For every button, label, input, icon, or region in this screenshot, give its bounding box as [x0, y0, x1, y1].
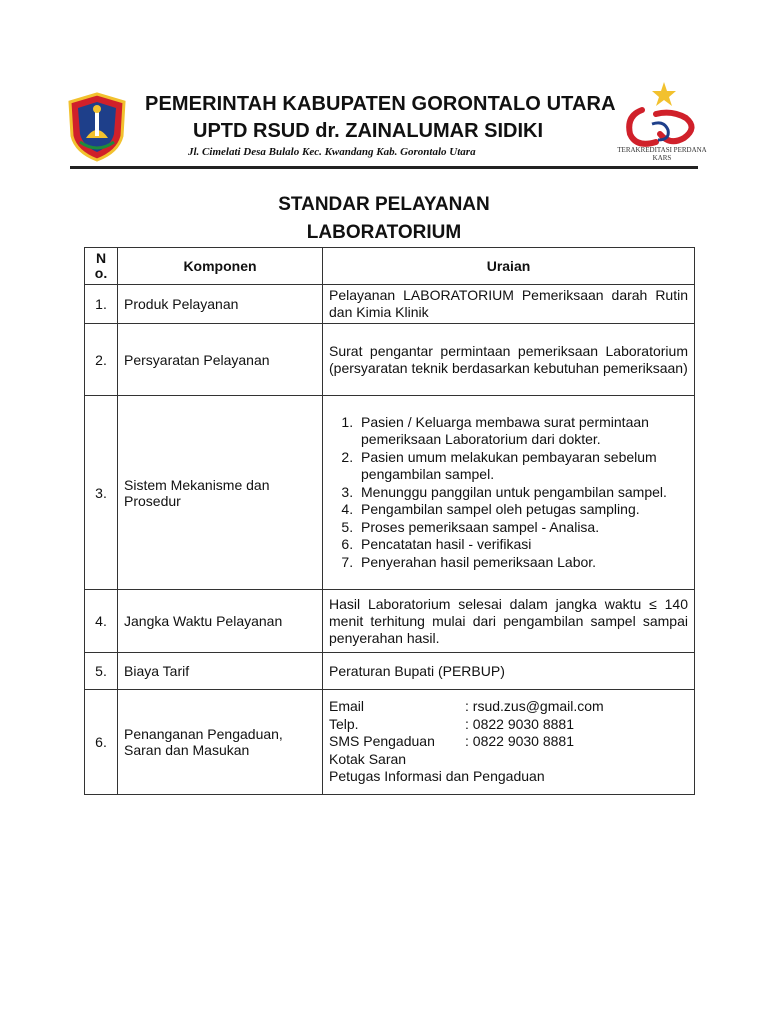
header-address: Jl. Cimelati Desa Bulalo Kec. Kwandang Kab. Gorontalo Utara — [188, 146, 476, 158]
table-row — [85, 285, 695, 324]
contact-label: Telp. — [329, 715, 359, 732]
table-row — [85, 396, 695, 590]
contact-phone — [329, 716, 688, 734]
header-no-line-2: o. — [94, 265, 108, 281]
contact-value: : 0822 9030 8881 — [465, 715, 574, 732]
row-uraian — [323, 396, 695, 590]
row-komponen: Sistem Mekanisme dan Prosedur — [118, 396, 323, 590]
accreditation-line-1: TERAKREDITASI PERDANA — [617, 146, 707, 154]
regency-emblem-icon — [66, 92, 128, 162]
document-title-line-1: STANDAR PELAYANAN — [278, 194, 490, 215]
information-officer: Petugas Informasi dan Pengaduan — [329, 768, 545, 785]
row-komponen: Penanganan Pengaduan, Saran dan Masukan — [118, 690, 323, 795]
accreditation-line-2: KARS — [652, 154, 672, 162]
contact-value: : rsud.zus@gmail.com — [465, 698, 604, 715]
row-uraian: Peraturan Bupati (PERBUP) — [323, 653, 695, 690]
procedure-steps — [329, 414, 688, 572]
list-item: 4. Pengambilan sampel oleh petugas sampling. — [357, 501, 688, 519]
row-number: 2. — [85, 324, 118, 396]
list-item: 1. Pasien / Keluarga membawa surat permintaan pemeriksaan Laboratorium dari dokter. — [357, 414, 688, 449]
contact-email — [329, 698, 688, 716]
row-uraian — [323, 690, 695, 795]
row-komponen: Persyaratan Pelayanan — [118, 324, 323, 396]
table-header-row — [85, 248, 695, 285]
table-row — [85, 590, 695, 653]
header-line-2: UPTD RSUD dr. ZAINALUMAR SIDIKI — [193, 120, 543, 142]
document-title-line-2: LABORATORIUM — [306, 222, 462, 243]
header-divider — [70, 166, 698, 169]
contact-sms — [329, 733, 688, 751]
row-uraian: Surat pengantar permintaan pemeriksaan Laboratorium (persyaratan teknik berdasarkan kebutuhan pemeriksaan) — [323, 324, 695, 396]
table-row — [85, 653, 695, 690]
list-item: 2. Pasien umum melakukan pembayaran sebelum pengambilan sampel. — [357, 449, 688, 484]
row-uraian: Pelayanan LABORATORIUM Pemeriksaan darah Rutin dan Kimia Klinik — [323, 285, 695, 324]
service-standard-table — [84, 247, 695, 795]
row-komponen: Biaya Tarif — [118, 653, 323, 690]
list-item: 3. Menunggu panggilan untuk pengambilan sampel. — [357, 484, 688, 502]
list-item: 7. Penyerahan hasil pemeriksaan Labor. — [357, 554, 688, 572]
letterhead — [0, 0, 768, 172]
row-komponen: Produk Pelayanan — [118, 285, 323, 324]
row-komponen: Jangka Waktu Pelayanan — [118, 590, 323, 653]
header-uraian: Uraian — [323, 248, 695, 285]
contact-label: Email — [329, 698, 365, 715]
table-row — [85, 324, 695, 396]
contact-value: : 0822 9030 8881 — [465, 733, 574, 750]
suggestion-box: Kotak Saran — [329, 750, 407, 767]
row-number: 4. — [85, 590, 118, 653]
list-item: 5. Proses pemeriksaan sampel - Analisa. — [357, 519, 688, 537]
accreditation-caption — [612, 146, 712, 162]
header-line-1: PEMERINTAH KABUPATEN GORONTALO UTARA — [145, 93, 616, 115]
header-komponen: Komponen — [118, 248, 323, 285]
row-number: 6. — [85, 690, 118, 795]
contact-label: SMS Pengaduan — [329, 733, 435, 750]
row-number: 3. — [85, 396, 118, 590]
row-number: 5. — [85, 653, 118, 690]
row-uraian: Hasil Laboratorium selesai dalam jangka waktu ≤ 140 menit terhitung mulai dari pengambilan sampel sampai penyerahan hasil. — [323, 590, 695, 653]
table-row — [85, 690, 695, 795]
header-no — [85, 248, 118, 285]
header-no-line-1: N — [95, 250, 107, 266]
list-item: 6. Pencatatan hasil - verifikasi — [357, 536, 688, 554]
row-number: 1. — [85, 285, 118, 324]
